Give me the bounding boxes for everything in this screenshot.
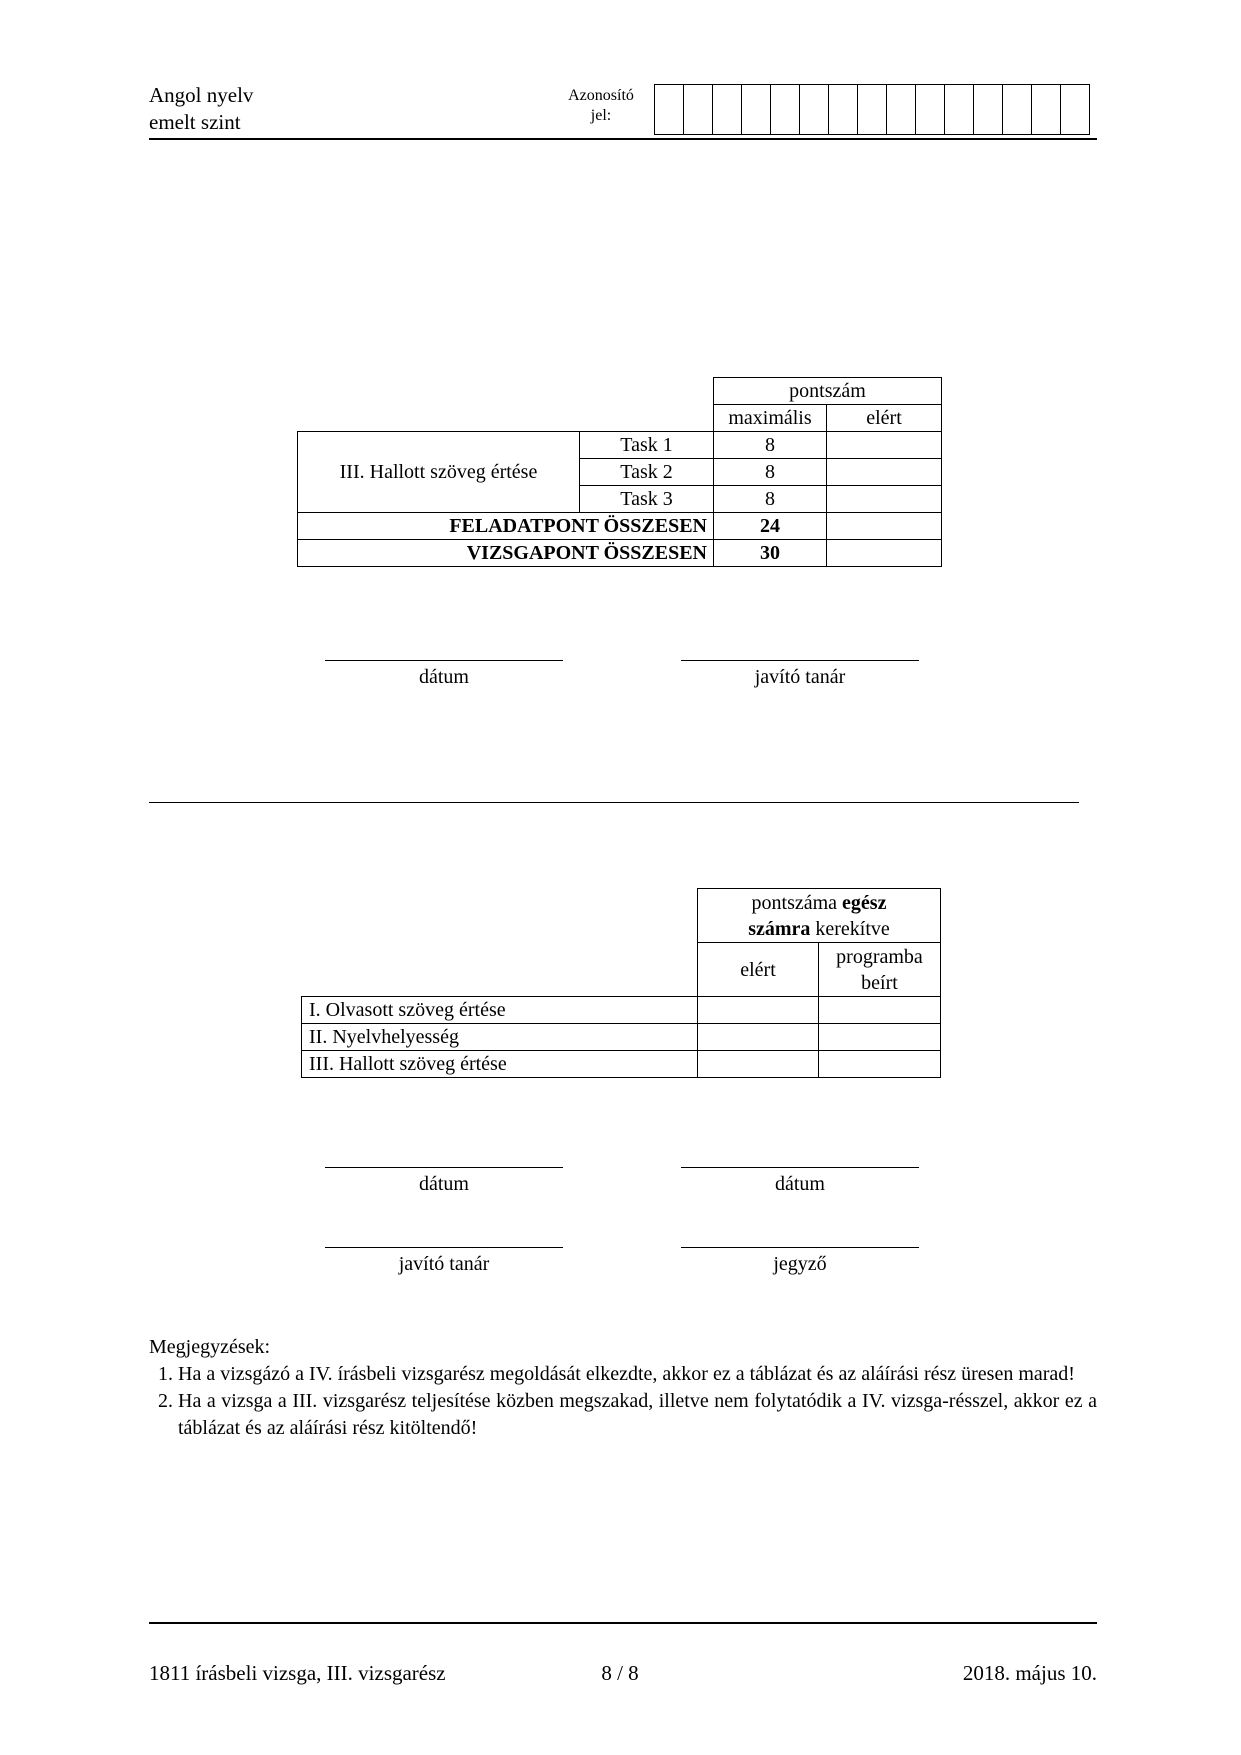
footer-exam-info: 1811 írásbeli vizsga, III. vizsgarész — [149, 1661, 446, 1685]
achieved-cell[interactable] — [698, 1024, 819, 1051]
task-achieved-cell[interactable] — [827, 486, 942, 513]
score-table — [297, 377, 942, 567]
row-label-grammar: II. Nyelvhelyesség — [302, 1024, 698, 1051]
signature-line[interactable] — [681, 1167, 919, 1168]
id-code-box[interactable] — [829, 85, 858, 134]
note-item: 2. Ha a vizsga a III. vizsgarész teljesítése közben megszakad, illetve nem folytatódik a IV. vizsga-résszel, akkor ez a táblázat és az aláírási rész kitöltendő! — [178, 1388, 1097, 1442]
id-label — [556, 86, 646, 126]
signature-label-notary: jegyző — [773, 1253, 827, 1275]
achieved-cell[interactable] — [698, 1051, 819, 1078]
col-max-header: maximális — [714, 405, 827, 432]
col-achieved-header: elért — [827, 405, 942, 432]
id-code-box[interactable] — [974, 85, 1003, 134]
signature-label-teacher: javító tanár — [754, 666, 846, 688]
separator-rule — [149, 802, 1079, 803]
subject-name: Angol nyelv — [149, 83, 254, 107]
id-code-box[interactable] — [887, 85, 916, 134]
header-subject-block — [149, 82, 253, 136]
task-max: 8 — [714, 486, 827, 513]
task-label: Task 1 — [580, 432, 714, 459]
id-code-box[interactable] — [1061, 85, 1090, 134]
notes-title: Megjegyzések: — [149, 1336, 271, 1358]
col-entered-header: programba beírt — [819, 943, 941, 997]
task-max: 8 — [714, 432, 827, 459]
achieved-cell[interactable] — [698, 997, 819, 1024]
row-label-reading: I. Olvasott szöveg értése — [302, 997, 698, 1024]
id-code-box[interactable] — [713, 85, 742, 134]
task-label: Task 3 — [580, 486, 714, 513]
task-achieved-cell[interactable] — [827, 432, 942, 459]
score-group-header: pontszám — [714, 378, 942, 405]
task-label: Task 2 — [580, 459, 714, 486]
signature-label-teacher: javító tanár — [398, 1253, 490, 1275]
rounded-header: pontszáma egész számra kerekítve — [698, 889, 941, 943]
exam-level: emelt szint — [149, 110, 241, 134]
col-achieved-header: elért — [698, 943, 819, 997]
id-code-box[interactable] — [945, 85, 974, 134]
id-code-box[interactable] — [858, 85, 887, 134]
id-code-box[interactable] — [655, 85, 684, 134]
signature-line[interactable] — [325, 1247, 563, 1248]
id-code-box[interactable] — [771, 85, 800, 134]
signature-line[interactable] — [681, 1247, 919, 1248]
task-achieved-cell[interactable] — [827, 459, 942, 486]
id-code-box[interactable] — [684, 85, 713, 134]
section-label: III. Hallott szöveg értése — [298, 432, 580, 513]
id-code-box[interactable] — [1003, 85, 1032, 134]
signature-label-date: dátum — [419, 666, 469, 688]
header-rule — [149, 138, 1097, 140]
id-code-boxes[interactable] — [654, 84, 1090, 135]
note-item: 1. Ha a vizsgázó a IV. írásbeli vizsgarész megoldását elkezdte, akkor ez a táblázat és az aláírási rész üresen marad! — [178, 1361, 1097, 1388]
entered-cell[interactable] — [819, 997, 941, 1024]
entered-cell[interactable] — [819, 1024, 941, 1051]
id-code-box[interactable] — [1032, 85, 1061, 134]
id-label-line1: Azonosító — [568, 87, 634, 104]
total-task-label: FELADATPONT ÖSSZESEN — [298, 513, 714, 540]
total-task-achieved-cell[interactable] — [827, 513, 942, 540]
footer-rule — [149, 1622, 1097, 1624]
rounded-score-table — [301, 888, 941, 1078]
row-label-listening: III. Hallott szöveg értése — [302, 1051, 698, 1078]
id-code-box[interactable] — [742, 85, 771, 134]
id-label-line2: jel: — [590, 107, 612, 124]
total-exam-max: 30 — [714, 540, 827, 567]
total-exam-label: VIZSGAPONT ÖSSZESEN — [298, 540, 714, 567]
total-task-max: 24 — [714, 513, 827, 540]
task-max: 8 — [714, 459, 827, 486]
signature-line[interactable] — [325, 660, 563, 661]
signature-line[interactable] — [325, 1167, 563, 1168]
notes-section — [149, 1334, 1097, 1442]
signature-label-date: dátum — [775, 1173, 825, 1195]
signature-label-date: dátum — [419, 1173, 469, 1195]
footer-page-number: 8 / 8 — [601, 1661, 639, 1685]
entered-cell[interactable] — [819, 1051, 941, 1078]
total-exam-achieved-cell[interactable] — [827, 540, 942, 567]
id-code-box[interactable] — [800, 85, 829, 134]
id-code-box[interactable] — [916, 85, 945, 134]
footer-date: 2018. május 10. — [962, 1661, 1097, 1685]
signature-line[interactable] — [681, 660, 919, 661]
